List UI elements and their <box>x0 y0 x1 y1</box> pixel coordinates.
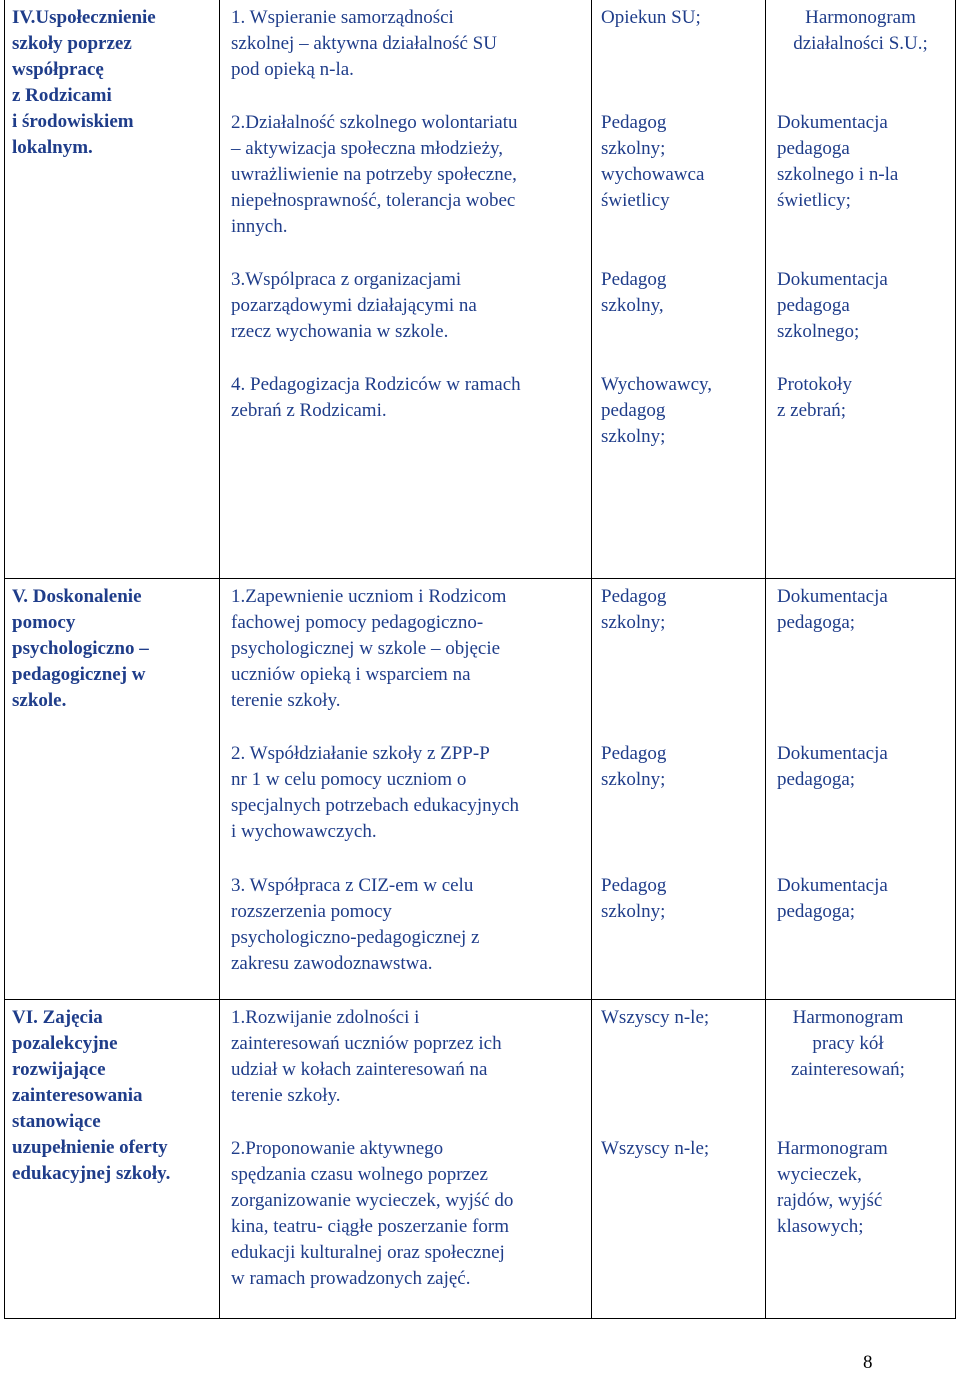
responsible-line: Pedagog <box>601 743 667 764</box>
responsible-line: szkolny; <box>601 426 666 447</box>
evidence-iv-2 <box>777 110 952 214</box>
task-line: spędzania czasu wolnego poprzez <box>231 1164 488 1185</box>
responsible-v-3 <box>601 873 761 925</box>
task-line: – aktywizacja społeczna młodzieży, <box>231 138 504 159</box>
responsible-iv-1 <box>601 5 761 31</box>
section-title-line: współpracę <box>12 59 104 80</box>
responsible-vi-2 <box>601 1136 761 1162</box>
responsible-line: Pedagog <box>601 269 667 290</box>
task-v-3 <box>231 873 587 977</box>
section-title-line: pomocy <box>12 612 76 633</box>
section-title-line: pozalekcyjne <box>12 1033 118 1054</box>
evidence-line: pedagoga; <box>777 901 856 922</box>
evidence-line: Harmonogram <box>792 1007 904 1028</box>
responsible-iv-2 <box>601 110 761 214</box>
task-line: specjalnych potrzebach edukacyjnych <box>231 795 520 816</box>
task-line: 2.Działalność szkolnego wolontariatu <box>231 112 518 133</box>
section-title-line: szkole. <box>12 690 67 711</box>
evidence-line: Harmonogram <box>777 1138 888 1159</box>
task-line: 2.Proponowanie aktywnego <box>231 1138 444 1159</box>
task-line: zorganizowanie wycieczek, wyjść do <box>231 1190 514 1211</box>
task-line: 1. Wspieranie samorządności <box>231 7 454 28</box>
responsible-v-1 <box>601 584 761 636</box>
task-line: w ramach prowadzonych zajęć. <box>231 1268 471 1289</box>
evidence-line: Protokoły <box>777 374 852 395</box>
rule-bottom <box>4 1318 956 1319</box>
section-title-iv <box>12 5 216 161</box>
task-line: pod opieką n-la. <box>231 59 354 80</box>
responsible-iv-4 <box>601 372 761 450</box>
task-line: niepełnosprawność, tolerancja wobec <box>231 190 516 211</box>
responsible-line: Wszyscy n-le; <box>601 1138 710 1159</box>
task-vi-1 <box>231 1005 587 1109</box>
responsible-line: szkolny; <box>601 769 666 790</box>
task-iv-2 <box>231 110 587 240</box>
evidence-v-3 <box>777 873 952 925</box>
task-line: uwrażliwienie na potrzeby społeczne, <box>231 164 517 185</box>
responsible-line: szkolny; <box>601 612 666 633</box>
section-title-vi <box>12 1005 216 1187</box>
evidence-line: rajdów, wyjść <box>777 1190 883 1211</box>
task-iv-4 <box>231 372 587 424</box>
task-line: zakresu zawodoznawstwa. <box>231 953 433 974</box>
evidence-line: klasowych; <box>777 1216 864 1237</box>
evidence-line: zainteresowań; <box>791 1059 905 1080</box>
task-line: 3. Współpraca z CIZ-em w celu <box>231 875 474 896</box>
responsible-line: pedagog <box>601 400 666 421</box>
task-line: pozarządowymi działającymi na <box>231 295 477 316</box>
section-title-line: z Rodzicami <box>12 85 112 106</box>
task-v-1 <box>231 584 587 714</box>
responsible-line: świetlicy <box>601 190 670 211</box>
responsible-line: Pedagog <box>601 586 667 607</box>
task-line: zainteresowań uczniów poprzez ich <box>231 1033 502 1054</box>
section-title-line: szkoły poprzez <box>12 33 132 54</box>
task-line: i wychowawczych. <box>231 821 377 842</box>
rule-col2 <box>591 0 592 1319</box>
responsible-line: Pedagog <box>601 875 667 896</box>
section-title-line: VI. Zajęcia <box>12 1007 103 1028</box>
section-title-line: zainteresowania <box>12 1085 143 1106</box>
responsible-line: Wychowawcy, <box>601 374 713 395</box>
section-title-line: lokalnym. <box>12 137 93 158</box>
task-vi-2 <box>231 1136 587 1292</box>
evidence-vi-1 <box>766 1005 930 1083</box>
task-line: rozszerzenia pomocy <box>231 901 392 922</box>
rule-col3 <box>765 0 766 1319</box>
section-title-line: psychologiczno – <box>12 638 149 659</box>
page-number: 8 <box>863 1352 873 1373</box>
task-line: 4. Pedagogizacja Rodziców w ramach <box>231 374 521 395</box>
evidence-iv-4 <box>777 372 952 424</box>
section-title-line: pedagogicznej w <box>12 664 146 685</box>
evidence-line: Harmonogram <box>805 7 916 28</box>
evidence-line: szkolnego; <box>777 321 860 342</box>
section-title-line: V. Doskonalenie <box>12 586 142 607</box>
task-line: 3.Wspólpraca z organizacjami <box>231 269 462 290</box>
evidence-line: Dokumentacja <box>777 269 888 290</box>
responsible-line: Pedagog <box>601 112 667 133</box>
task-line: 1.Zapewnienie uczniom i Rodzicom <box>231 586 507 607</box>
evidence-line: wycieczek, <box>777 1164 862 1185</box>
task-line: kina, teatru- ciągłe poszerzanie form <box>231 1216 509 1237</box>
task-line: terenie szkoły. <box>231 1085 341 1106</box>
section-title-line: i środowiskiem <box>12 111 134 132</box>
rule-right <box>955 0 956 1319</box>
responsible-line: wychowawca <box>601 164 705 185</box>
evidence-iv-3 <box>777 267 952 345</box>
task-line: 2. Współdziałanie szkoły z ZPP-P <box>231 743 490 764</box>
task-v-2 <box>231 741 587 845</box>
task-line: edukacji kulturalnej oraz społecznej <box>231 1242 505 1263</box>
responsible-line: szkolny; <box>601 138 666 159</box>
evidence-line: szkolnego i n-la <box>777 164 899 185</box>
task-line: fachowej pomocy pedagogiczno- <box>231 612 484 633</box>
task-line: psychologiczno-pedagogicznej z <box>231 927 480 948</box>
rule-col1 <box>219 0 220 1319</box>
task-line: uczniów opieką i wsparciem na <box>231 664 471 685</box>
section-title-line: uzupełnienie oferty <box>12 1137 168 1158</box>
evidence-line: Dokumentacja <box>777 743 888 764</box>
evidence-line: działalności S.U.; <box>793 33 928 54</box>
section-title-line: stanowiące <box>12 1111 101 1132</box>
responsible-v-2 <box>601 741 761 793</box>
task-line: innych. <box>231 216 288 237</box>
evidence-line: pracy kół <box>812 1033 884 1054</box>
task-line: terenie szkoły. <box>231 690 341 711</box>
evidence-line: pedagoga <box>777 138 850 159</box>
evidence-line: pedagoga; <box>777 769 856 790</box>
evidence-vi-2 <box>777 1136 952 1240</box>
responsible-vi-1 <box>601 1005 761 1031</box>
task-line: szkolnej – aktywna działalność SU <box>231 33 497 54</box>
rule-section-6 <box>4 999 956 1000</box>
section-title-line: IV.Uspołecznienie <box>12 7 156 28</box>
evidence-line: z zebrań; <box>777 400 847 421</box>
responsible-line: Opiekun SU; <box>601 7 701 28</box>
responsible-iv-3 <box>601 267 761 319</box>
task-line: psychologicznej w szkole – objęcie <box>231 638 501 659</box>
section-title-line: rozwijające <box>12 1059 106 1080</box>
responsible-line: szkolny; <box>601 901 666 922</box>
task-line: 1.Rozwijanie zdolności i <box>231 1007 420 1028</box>
section-title-line: edukacyjnej szkoły. <box>12 1163 171 1184</box>
responsible-line: Wszyscy n-le; <box>601 1007 710 1028</box>
evidence-line: Dokumentacja <box>777 875 888 896</box>
responsible-line: szkolny, <box>601 295 664 316</box>
evidence-line: pedagoga <box>777 295 850 316</box>
task-line: udział w kołach zainteresowań na <box>231 1059 488 1080</box>
rule-left <box>4 0 5 1319</box>
evidence-line: Dokumentacja <box>777 112 888 133</box>
evidence-iv-1 <box>766 5 955 57</box>
evidence-line: Dokumentacja <box>777 586 888 607</box>
evidence-v-2 <box>777 741 952 793</box>
evidence-line: świetlicy; <box>777 190 851 211</box>
task-iv-3 <box>231 267 587 345</box>
task-line: zebrań z Rodzicami. <box>231 400 387 421</box>
evidence-v-1 <box>777 584 952 636</box>
rule-section-5 <box>4 578 956 579</box>
task-line: nr 1 w celu pomocy uczniom o <box>231 769 467 790</box>
section-title-v <box>12 584 216 714</box>
evidence-line: pedagoga; <box>777 612 856 633</box>
task-line: rzecz wychowania w szkole. <box>231 321 449 342</box>
task-iv-1 <box>231 5 587 83</box>
